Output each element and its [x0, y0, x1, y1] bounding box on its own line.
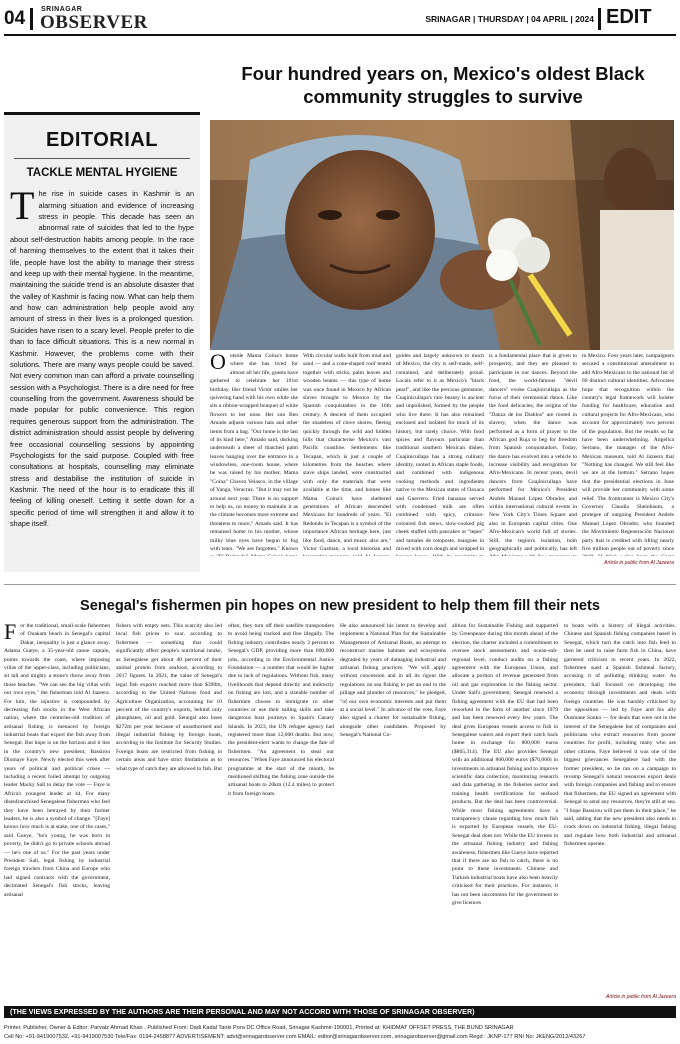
page-number: 04 — [4, 8, 26, 29]
story1-column-1 — [210, 352, 298, 556]
masthead-city: SRINAGAR — [41, 6, 83, 13]
disclaimer-bar: (THE VIEWS EXPRESSED BY THE AUTHORS ARE THEIR PERSONAL AND MAY NOT ACCORD WITH THOSE OF SRINAGAR OBSERVER) — [4, 1006, 676, 1018]
story2-dropcap: F — [4, 622, 17, 644]
story2-column-1-text: or the traditional, small-scale fishermen of Ouakam beach in Senegal's capital Dakar, inequality is just a glance away. Adama Gueye, a 35-year-old canoe captain, points towards the coast, where imposing villas of the upper-class, including politicians, sit tall and mighty a stone's throw away from those beaches. "We can see the big villas with our own eyes," the fisherman told Al Jazeera. For him, the injustice is compounded by decreasing fish stocks in the West African nation, where the centuries-old tradition of artisanal fishing is menaced by foreign industrial boats that export the fish away from Senegal. But hope is on the horizon and it lies in the country's new president, Bassirou Diomaye Faye. Newly elected this week after years of political and political crises — including a recent foiled attempt by outgoing leader Macky Sall to delay the vote — Faye is Africa's youngest leader at 44. For many disenfranchised Senegalese fishermen who feel they have been betrayed by their former leaders, he is also a symbol of change. "[Faye] knows how much is at stake, one of the cases," said Gueye, "he's young, he was born in poverty, he didn't go to private schools abroad — he's one of us." For the past years under President Sall, legal fishing by industrial foreign trawlers from China and Europe who had signed contracts with the government, decimated Senegal's fish stocks, leaving artisanal — [4, 623, 110, 898]
editorial-body — [10, 183, 194, 529]
story2-column-4: He also announced his intent to develop and implement a National Plan for the Sustainable Management of Artisanal Boats, an attempt to reconstruct marine habitats and ecosystems degraded by years of damaging industrial and artisanal fishing practices. "We will apply without concession and in all its rigour the regulations on sea fishing to put an end to the pillage and plunder of resources," he pledged, "of our own economic interests and put them at a social level." In advance of the vote, Faye also signed a charter for sustainable fishing, alongside other candidates. Proposed by Senegal's National Co- — [340, 623, 446, 739]
story1-column-1-text: utside Mama Coina's home where she has lived for almost all her life, guests have gathered to celebrate her 101st birthday. Her friend Victor smiles her quivering hand with his own while she sits a ribbon-wrapped bouquet of white flowers to her nose. Her son Ben Amado adjusts various hats and other items from a bag. "Our home is the last of its kind here," Amado said, ducking underneath a sheet of thatched palm leaves hanging over the entrance to a windowless, one-room house, where he was raised by his mother, Mama "Coina" Chavez Velasco, in the village of Yanga, Veracruz. "But it may not be around next year. There is no support to help us, no money to maintain it as the climate becomes more extreme and threatens to more," Amado said. It has remained home to his mother, whose milky blue eyes have begun to fog with tears. "We are forgotten." Known — [210, 353, 298, 552]
section-rule — [4, 584, 676, 585]
editorial-dropcap: T — [10, 183, 35, 229]
story1-column-5: in Mexico. Four years later, campaigners secured a constitutional amendment to add Afro-Mexicans to the national list of 69 distinct cultural identities. Advocates hope that recognition within the country's legal framework will bolster funding for healthcare, education and cultural projects for Afro-Mexicans, who account for approximately two percent of the population. But the results so far have been underwhelming. Angelica Serrano, the manager of the Afro-Mexican museum, told Al Jazeera that "Nothing has changed. We still feel like we are at the bottom." Serrano hopes that the presidential elections in June will provide her community with some relief. The frontrunner is Mexico City's Governor Claudia Sheinbaum, a protegee of outgoing President Andrés Manuel López Obrador, who founded the Movimiento Regeneración Nacional party that is credited with lifting nearly five million people out of poverty since — [582, 353, 674, 552]
header-divider — [30, 8, 33, 30]
story2-column-2: fishers with empty nets. This scarcity also led local fish prices to soar, according to fishermen — something that could significantly affect people's nutritional intake, as Senegalese get about 40 percent of their animal protein from seafood, according to 2017 figures. In 2021, the value of Senegal's legal fish exports reached more than $390m, according to the United Nations food and Agriculture Organization, accounting for 10 percent of the country's exports, behind only phosphates, oil and gold. Senegal also loses $272m per year because of unauthorised and illegal industrial fishing by foreign boats, according to the Institute for Security Studies. Foreign boats are restricted from fishing in certain areas and have strict limitations as to what type of catch they are allowed to fish. But — [116, 623, 222, 772]
story1-column-4: is a fundamental place that is given to prosperity, and they are pleased to participate in our dances. Beyond the food, the world-famous "devil dancers" evoke Cuajinicuilapa as the focus of their ceremonial dance. Like the food delicacies, the origins of the "Danza de los Diablos" are rooted in slavery, when the dance was performed as a form of prayer to the African god Ruja to beg for freedom from Spanish conquistadors. Today, the dance has evolved into a vehicle to increase visibility and recognition for Afro-Mexicans. In recent years, devil dancers from Cuajinicuilapa have performed for Mexico's President Andrés Manuel López Obrador, and within international cultural events in New York City's Times Square and also in European capital cities. One Afro-Mexican's world full of stories. Still, the region's isolation, both geographically and politically, has left — [489, 353, 577, 552]
story2-column-5: alition for Sustainable Fishing and supported by Greenpeace during this month ahead of the election, the charter included a commitment to oversee stock assessments and ocean-sub-regional level, conduct audits on a fishing agreement with the European Union, and allocate a portion of revenue generated from oil and gas exploration to the fishing sector. Under Sall's government, Senegal renewed a fishing agreement with the EU that had been reworked in the form of another since 1979 and has been renewed every few years. The deal gives European vessels access to fish in Senegalese waters and export their catch back home in exchange for 800,000 euros ($865,314). The EU also provides Senegal with an additional 800,000 euros ($70,000) in investments in artisanal fishing and to improve scientific data collection, monitoring research and data gathering in the fisheries sector and training health certifications for seafood products. But the deal has been controversial. While most fishing agreements have a transparency clause regarding how much fish is exported by European vessels, the EU-Senegal deal does not. While the EU invests in the artisanal fishing industry and fishing awareness, fishermen like Gueye have reported that if there are no fish to catch, there is no point to these investments. Chinese and Turkish industrial boats have also been heavily criticised for their practices. For instance, it has not been uncommon for the government to give licences — [452, 623, 558, 906]
story1-column-1-wrap — [210, 156, 298, 296]
imprint-line-1: Printer, Publisher, Owner & Editor: Parvaiz Ahmad Khan , Published From: Dadi Kadal Tanki Pora DC Office Road, Srinagar Kashmir-190001, Printed at: KHIDMAT OFFSET PRESS, THE BUND SRINAGAR — [4, 1025, 514, 1031]
editorial-text: he rise in suicide cases in Kashmir is an alarming situation and evidence of increasing stress in people. This decade has seen an abnormal rate of suicides that led to the hype about self-destruction habits among people. In the race of harming themselves to the extent that it takes their life, people have lost the ability to manage their stress and keep up with their mental hygiene. In the meantime, maintaining the suicide trend is an absolute disaster that the valley of Kashmir is facing now. What can help them and how can administration help people avoid any amount of stress in their lives is a prolonged question. Suicides have risen to a scary level. People prefer to die than to face difficult situations. This is a new normal in Kashmir. However, the problems come with their solutions. There are many ways people could be saved. Not every common man can afford a private counselling session with a Psychologist. There is a dire need for free counselling from the government. Awareness should be made popular for public convenience. This region requires generous support from the administration. The district administration should assist people by delivering free occasional counselling sessions by appointing Psychologists for the said purpose. Coupled with free consultations at hospitals, counselling may eliminate stress and destabilise the institution of suicide in Kashmir. The need of the hour is to eradicate this ill feeling of killing oneself. Letting it settle down for a specific period of time will strengthen it and allow it to shape itself. — [10, 189, 194, 529]
story2-headline: Senegal's fishermen pin hopes on new president to help them fill their nets — [79, 598, 600, 614]
section-divider — [598, 8, 601, 30]
editorial-title: TACKLE MENTAL HYGIENE — [26, 167, 178, 179]
story1-dropcap: O — [210, 352, 226, 374]
header-rule — [4, 34, 676, 36]
story2-column-3: often, they turn off their satellite transponders to avoid being tracked and fine illegally. The fishing industry contributes nearly 3 percent to Senegal's GDP, providing more than 600,000 jobs, according to the Environmental Justice Foundation — a number that would be higher due to lack of regulations. Without fish, many livelihoods that depend directly and indirectly on fishing are lost, and a sizeable number of fishermen choose to immigrate to other countries or use their sailing skills and take dangerous boat journeys to Spain's Canary Islands. In 2023, the UN refugee agency had registered more than 12,000 deaths. But now, the president-elect wants to change the fate of fishermen. "An agreement to steal our resources." When Faye announced his electoral programme at the start of the month, he mentioned shifting the fishing zone outside the artisanal boats to 20km (12.4 miles) to protect it from foreign boats. — [228, 623, 334, 797]
story2-column-1 — [4, 622, 110, 1000]
editorial-box — [4, 112, 200, 572]
masthead-logo: OBSERVER — [40, 12, 148, 33]
page-header — [0, 0, 680, 38]
dateline: SRINAGAR | THURSDAY | 04 APRIL | 2024 — [425, 14, 594, 24]
imprint-line-2: Cell No: +91-9419007532, +91-9419007530 Tele/Fax: 0194-2458877 ADVERTISEMENT: advt@srinagarobserver.com EMAIL: editor@srinagarobserver.com, srinagarobserver@gmail.com Regd : JKNP-177 RNI No: JKENG/2012/43267 — [4, 1034, 586, 1040]
story1-column-2: With circular walls built from mud and sand — and a cone-shaped roof tented together with sticks, palm leaves and wooden beams — this type of home was once found in Mexico by African slaves brought to Mexico by the Spanish conquistadors in the 16th century. A descent of them occupied the shadeless of clove shores, fleeing quickly through the wild and hidden hills that characterise Mexico's vast Pacific coastline. Settlements like Tecapan, which is just a couple of kilometres from the beaches where slave ships landed, were constructed with only the materials that were available at the time, and homes like Mama Coina's have sheltered generations of African descended Mexicans for hundreds of years. "El Redondo in Tecapan is a symbol of the importance African heritage here, just like food, dance, and music also are," Victor Guzman, a local historian and — [303, 353, 391, 552]
story1-column-3: guides and largely unknown to much of Mexico, the city is self-made, self-contained, and deliberately proud. Locals refer to it as Mexico's "black pearl", and like the precious gemstone, Cuajinicuilapa's rare beauty is ancient and unpolished, formed by the people who live there. It has also remained enclosed and isolated for much of its history, but rarely choice. With food spices and flavours particular than traditional southern Mexican dishes, Cuajinicuilapa has a strong culinary identity, rooted in African staple foods, and combined with indigenous cooking methods and ingredients native to the Mexican states of Oaxaca and Guerrero. Fried bananas served with condensed milk are often combined with spicy, crimson-coloured fish stews, slow-cooked pig cheek stuffed with pancakes or "tepes" and tamales de totoposte, mangoes in mixed with corn dough and wrapped in — [396, 353, 484, 552]
story2-credit: Article in public from Al Jazeera — [606, 994, 676, 1000]
section-label: EDIT — [606, 6, 652, 28]
editorial-label: EDITORIAL — [46, 129, 158, 151]
story1-headline: Four hundred years on, Mexico's oldest Black community struggles to survive — [241, 63, 645, 108]
story2-column-6: to boats with a history of illegal activities. Chinese and Spanish fishing companies based in Senegal, which turn the catch into fish feed to then be used to raise farm fish in China, have garnered criticism in recent years. In 2022, fishermen sued a Spanish fishmeal factory, accusing it of polluting drinking water. As president, Sall focused on developing the economy through investments and deals with foreign countries. He was harshly criticised by the opposition — led by Faye and his ally Ousmane Sonko — for deals that were not in the interest of the Senegalese but of companies and politicians who extract resources from poorer countries for profit, including many who are other citizens. Faye believed it was one of the biggest grievances Senegalese had with the former president, so he ran on a campaign to revamp Senegal's natural resources export deals with foreign companies and fishing and to ensure that fishermen, the EU signed an agreement with Senegal to send any resources, they're still at sea. "I hope Bassirou will put them in their place," he said, adding that the new president also needs to crack down on industrial fishing, illegal fishing and regulate how both industrial and artisanal fishermen operate. — [564, 623, 676, 848]
story1-credit: Article in public from Al Jazeera — [604, 560, 674, 566]
editorial-rule — [14, 158, 190, 159]
